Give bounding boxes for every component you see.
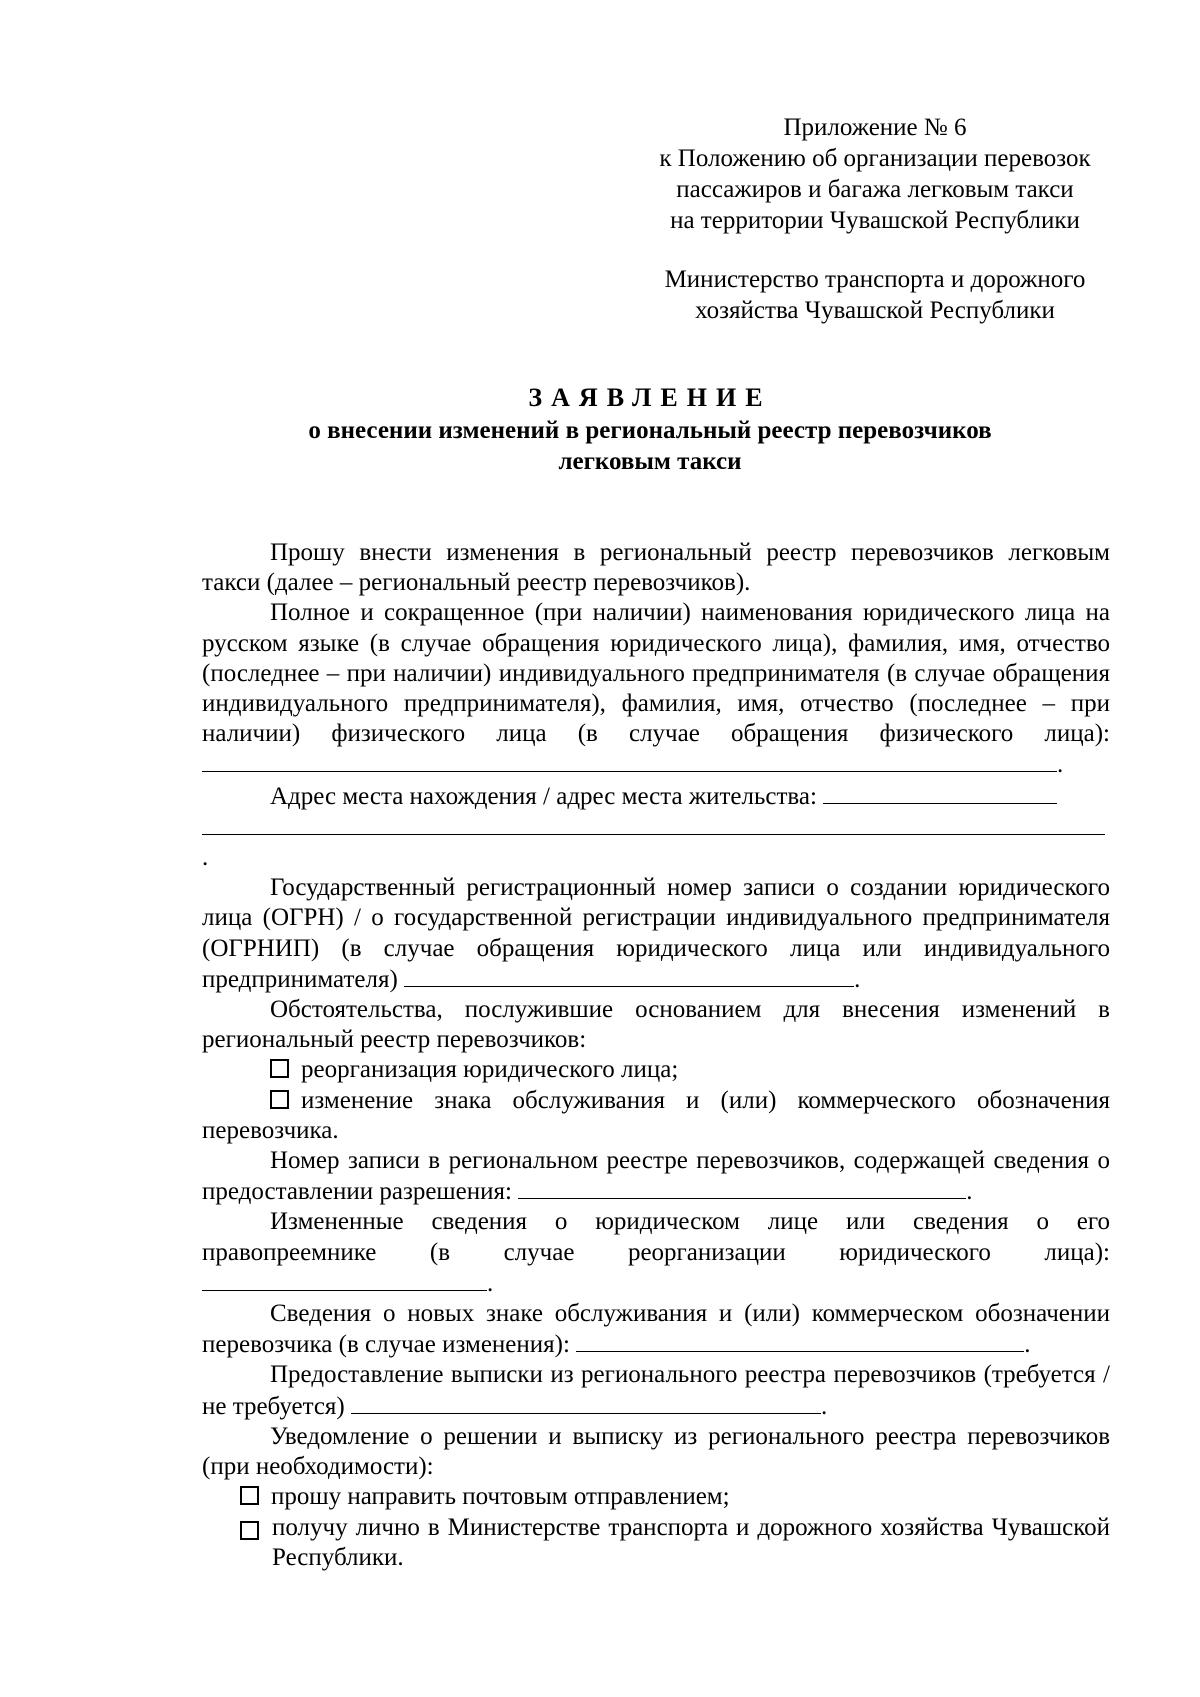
period: .	[202, 844, 209, 872]
service-mark-checkbox[interactable]	[270, 1090, 289, 1109]
applicant-name-label: Полное и сокращенное (при наличии) наименования юридического лица на русском языке (в случае обращения юридического лица), фамилия, имя, отчество (последнее – при наличии) индивидуального предпринимателя (в случае обращения индивидуального предпринимателя), фамилия, имя, отчество (последнее – при наличии) физического лица (в случае обращения физического лица):	[202, 599, 1110, 748]
address-paragraph	[202, 781, 1110, 812]
extract-label: Предоставление выписки из регионального реестра перевозчиков (требуется / не требуется)	[202, 1361, 1110, 1420]
extract-paragraph	[202, 1360, 1110, 1421]
mail-checkbox[interactable]	[240, 1486, 259, 1505]
notification-paragraph: Уведомление о решении и выписку из регионального реестра перевозчиков (при необходимости):	[202, 1422, 1110, 1481]
document-heading	[190, 382, 1110, 477]
addressee-line: хозяйства Чувашской Республики	[695, 297, 1055, 324]
period: .	[1057, 751, 1064, 779]
extract-field[interactable]	[351, 1391, 821, 1414]
ogrn-label: Государственный регистрационный номер записи о создании юридического лица (ОГРН) / о государственной регистрации индивидуального предпринимателя (ОГРНИП) (в случае обращения юридического лица или индивидуального предпринимателя)	[202, 874, 1110, 993]
option-reorganization	[202, 1055, 1110, 1085]
reorganization-checkbox[interactable]	[270, 1059, 289, 1078]
appendix-block	[640, 112, 1110, 326]
new-mark-paragraph	[202, 1299, 1110, 1360]
option-label: получу лично в Министерстве транспорта и дорожного хозяйства Чувашской Республики.	[272, 1513, 1110, 1571]
period: .	[487, 1269, 494, 1297]
option-label: изменение знака обслуживания и (или) коммерческого обозначения перевозчика.	[202, 1086, 1110, 1144]
appendix-line: на территории Чувашской Республики	[670, 207, 1080, 234]
document-subtitle: о внесении изменений в региональный реестр перевозчиков	[308, 417, 992, 444]
application-body	[202, 538, 1110, 1573]
request-paragraph: Прошу внести изменения в региональный реестр перевозчиков легковым такси (далее – региональный реестр перевозчиков).	[202, 539, 1110, 597]
changed-info-field[interactable]	[202, 1268, 487, 1291]
new-mark-field[interactable]	[576, 1329, 1024, 1352]
document-title: ЗАЯВЛЕНИЕ	[528, 383, 772, 412]
period: .	[966, 1178, 973, 1206]
addressee-line: Министерство транспорта и дорожного	[664, 266, 1086, 293]
period: .	[854, 965, 861, 993]
registry-number-label: Номер записи в региональном реестре перевозчиков, содержащей сведения о предоставлении разрешения:	[202, 1147, 1110, 1206]
option-label: прошу направить почтовым отправлением;	[271, 1483, 730, 1511]
period: .	[821, 1392, 828, 1420]
changed-info-paragraph	[202, 1207, 1110, 1299]
appendix-number: Приложение № 6	[783, 114, 967, 141]
ogrn-field[interactable]	[404, 964, 854, 987]
new-mark-label: Сведения о новых знаке обслуживания и (или) коммерческом обозначении перевозчика (в случае изменения):	[202, 1300, 1110, 1359]
applicant-name-paragraph	[202, 598, 1110, 780]
grounds-paragraph: Обстоятельства, послужившие основанием для внесения изменений в региональный реестр перевозчиков:	[202, 996, 1110, 1054]
appendix-line: к Положению об организации перевозок	[659, 145, 1091, 172]
option-in-person	[202, 1513, 1110, 1573]
address-field-1[interactable]	[823, 781, 1057, 804]
appendix-line: пассажиров и багажа легковым такси	[676, 176, 1074, 203]
address-label: Адрес места нахождения / адрес места жительства:	[270, 782, 817, 810]
document-subtitle: легковым такси	[558, 448, 742, 475]
registry-number-paragraph	[202, 1146, 1110, 1207]
ogrn-paragraph	[202, 873, 1110, 995]
period: .	[1024, 1331, 1031, 1359]
applicant-name-field[interactable]	[202, 749, 1057, 772]
option-label: реорганизация юридического лица;	[301, 1056, 679, 1084]
address-continuation	[202, 812, 1110, 873]
option-mail	[202, 1482, 1110, 1512]
changed-info-label: Измененные сведения о юридическом лице или сведения о его правопреемнике (в случае реорганизации юридического лица):	[202, 1208, 1110, 1266]
option-service-mark	[202, 1086, 1110, 1146]
registry-number-field[interactable]	[518, 1176, 966, 1199]
address-field-2[interactable]	[202, 812, 1105, 835]
in-person-checkbox[interactable]	[240, 1521, 259, 1540]
